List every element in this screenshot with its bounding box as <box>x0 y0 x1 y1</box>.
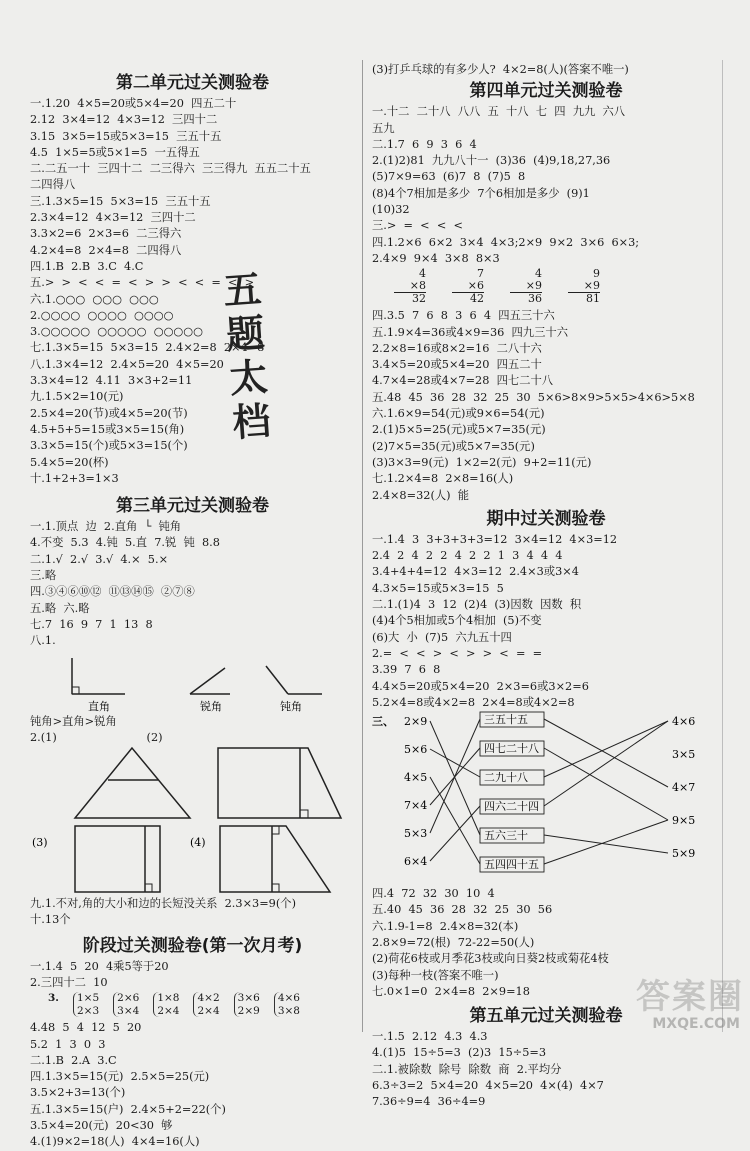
answer-line: 四.3.5 7 6 8 3 6 4 四五三十六 <box>372 309 555 323</box>
answer-line: 5.2 1 3 0 3 <box>30 1037 106 1051</box>
vertical-multiplication <box>452 268 484 305</box>
answer-line: 三.略 <box>30 569 57 583</box>
answer-line: 2.5×4=20(节)或4×5=20(节) <box>30 406 188 420</box>
answer-line: 四.1.B 2.B 3.C 4.C <box>30 259 144 273</box>
answer-line: 三.> = < < < <box>372 219 463 233</box>
answer-line: 二.1.被除数 除号 除数 商 2.平均分 <box>372 1062 562 1076</box>
answer-line: 2.(1)5×5=25(元)或5×7=35(元) <box>372 423 546 437</box>
answer-line: (10)32 <box>372 203 410 217</box>
angle-label-obtuse: 钝角 <box>280 699 302 713</box>
answer-line: 3.5×2+3=13(个) <box>30 1086 126 1100</box>
answer-line: 2.三四十二 10 <box>30 975 108 989</box>
answer-line: 4.不变 5.3 4.钝 5.直 7.锐 钝 8.8 <box>30 536 220 550</box>
product: 81 <box>586 292 600 306</box>
answer-line: 五.48 45 36 28 32 25 30 5×6>8×9>5×5>4×6>5×8 <box>372 390 695 404</box>
match-line <box>430 806 480 861</box>
factor-pair <box>113 992 139 1017</box>
answer-line: 七.0×1=0 2×4=8 2×9=18 <box>372 984 530 998</box>
factor-pair <box>274 992 300 1017</box>
factor-pairs <box>30 992 355 1017</box>
product: 36 <box>528 292 542 306</box>
unit4-answers-part2 <box>372 308 720 504</box>
match-right-item: 3×5 <box>672 748 696 762</box>
right-column <box>372 62 720 1109</box>
factor-pair-item: 4×2 <box>197 992 220 1005</box>
angle-figures <box>30 650 350 714</box>
factor-pair-item: 3×6 <box>237 992 260 1005</box>
answer-line: 六.1.6×9=54(元)或9×6=54(元) <box>372 407 545 421</box>
unit3-answers-part2 <box>30 714 355 747</box>
unit3-answers-part1 <box>30 519 355 649</box>
answer-line: 五.40 45 36 28 32 25 30 56 <box>372 903 553 917</box>
answer-line: 2.8×9=72(根) 72-22=50(人) <box>372 935 535 949</box>
unit2-title: 第二单元过关测验卷 <box>116 73 269 93</box>
answer-line: 2.4×9 9×4 3×8 8×3 <box>372 251 500 265</box>
answer-line: 4.4×5=20或5×4=20 2×3=6或3×2=6 <box>372 679 589 693</box>
factor-pair <box>73 992 99 1017</box>
answer-line: 3.3×4=12 4.11 3×3+2=11 <box>30 374 193 388</box>
answer-line: 4.2×4=8 2×4=8 二四得八 <box>30 243 182 257</box>
match-left-item: 4×5 <box>404 771 428 785</box>
answer-line: 4.(1)5 15÷5=3 (2)3 15÷5=3 <box>372 1046 547 1060</box>
multiplicand: 9 <box>593 267 600 281</box>
match-line <box>430 777 480 864</box>
answer-line: (3)每种一枝(答案不唯一) <box>372 968 499 982</box>
answer-line: 四.③④⑥⑩⑫ ⑪⑬⑭⑮ ②⑦⑧ <box>30 585 195 599</box>
match-left-item: 5×3 <box>404 827 428 841</box>
vertical-multiplication <box>568 268 600 305</box>
factor-pair-item: 2×3 <box>76 1004 100 1017</box>
answer-line: 5.2×4=8或4×2=8 2×4=8或4×2=8 <box>372 695 575 709</box>
factor-pair-item: 1×5 <box>76 992 100 1005</box>
answer-line: 一.1.5 2.12 4.3 4.3 <box>372 1030 488 1044</box>
factor-pair-item: 2×6 <box>117 992 140 1005</box>
answer-line: (5)7×9=63 (6)7 8 (7)5 8 <box>372 170 526 184</box>
answer-line: 2.12 3×4=12 4×3=12 三四十二 <box>30 113 218 127</box>
answer-line: 七.1.2×4=8 2×8=16(人) <box>372 472 514 486</box>
unit4-answers-part1 <box>372 104 720 267</box>
match-left-item: 7×4 <box>404 799 428 813</box>
answer-line: 5.4×5=20(杯) <box>30 455 109 469</box>
unit5-title: 第五单元过关测验卷 <box>469 1006 623 1027</box>
answer-line: 2.4 2 4 2 2 4 2 2 1 3 4 4 4 <box>372 549 563 563</box>
answer-line: 钝角>直角>锐角 <box>30 714 117 728</box>
match-mid-item: 三五十五 <box>484 713 528 727</box>
match-right-item: 5×9 <box>672 847 696 861</box>
answer-line: 五.> > < < = < > > < < = < > <box>30 276 255 290</box>
factor-pair-item: 2×9 <box>237 1004 260 1017</box>
answer-line: 3.3×2=6 2×3=6 二三得六 <box>30 227 182 241</box>
vertical-multiplications <box>372 268 720 305</box>
answer-line: 八.1.3×4=12 2.4×5=20 4×5=20 <box>30 357 224 371</box>
match-line <box>430 721 480 835</box>
midterm-answers-part1 <box>372 532 720 711</box>
factor-pair-item: 1×8 <box>157 992 180 1005</box>
answer-line: 三.1.3×5=15 5×3=15 三五十五 <box>30 194 211 208</box>
answer-line: (8)4个7相加是多少 7个6相加是多少 (9)1 <box>372 186 590 200</box>
answer-line: 2.3×4=12 4×3=12 三四十二 <box>30 211 196 225</box>
factor-pair-item: 2×4 <box>157 1004 180 1017</box>
answer-line: 七.1.3×5=15 5×3=15 2.4×2=8 2×4=8 <box>30 341 265 355</box>
midterm-title: 期中过关测验卷 <box>486 508 606 529</box>
carryover-line: (3)打乒乓球的有多少人? 4×2=8(人)(答案不唯一) <box>372 63 629 76</box>
stage-answers-part2 <box>30 1020 355 1150</box>
answer-line: 一.1.4 3 3+3+3+3=12 3×4=12 4×3=12 <box>372 532 618 546</box>
match-line <box>430 749 480 777</box>
matching-figure <box>372 711 717 886</box>
answer-line: 四.4 72 32 30 10 4 <box>372 887 495 901</box>
match-line <box>544 748 668 820</box>
answer-line: (6)大 小 (7)5 六九五十四 <box>372 630 512 644</box>
answer-line: 五.1.9×4=36或4×9=36 四九三十六 <box>372 325 568 339</box>
answer-line: 3.15 3×5=15或5×3=15 三五十五 <box>30 129 222 143</box>
factor-pair-item: 2×4 <box>197 1004 220 1017</box>
stage-answers-part1 <box>30 959 355 992</box>
page-edge-line <box>722 60 723 1032</box>
answer-line: 4.48 5 4 12 5 20 <box>30 1021 142 1035</box>
shape-figures <box>30 746 350 896</box>
match-line <box>544 820 668 864</box>
trapezoid-figure-4 <box>220 826 330 892</box>
answer-line: 二四得八 <box>30 178 76 192</box>
match-line <box>544 721 668 806</box>
answer-line: 2.2×8=16或8×2=16 二八十六 <box>372 341 542 355</box>
answer-line: 4.(1)9×2=18(人) 4×4=16(人) <box>30 1135 200 1149</box>
handwritten-note: 五 题 太 档 <box>221 265 273 446</box>
matching-head: 三、 <box>372 715 394 729</box>
answer-line: 4.7×4=28或4×7=28 四七二十八 <box>372 374 554 388</box>
match-mid-item: 四六二十四 <box>484 800 539 814</box>
match-line <box>430 719 480 833</box>
answer-line: 八.1. <box>30 634 56 648</box>
answer-line: 3.○○○○○ ○○○○○ ○○○○○ <box>30 325 204 339</box>
answer-line: 十.13个 <box>30 913 71 927</box>
match-mid-item: 五六三十 <box>484 829 528 843</box>
rectangle-figure-3 <box>75 826 160 892</box>
answer-line: 4.5 1×5=5或5×1=5 一五得五 <box>30 145 200 159</box>
answer-line: 一.1.顶点 边 2.直角 └ 钝角 <box>30 520 182 534</box>
stage-test-title: 阶段过关测验卷(第一次月考) <box>82 935 303 956</box>
answer-line: 4.5+5+5=15或3×5=15(角) <box>30 422 185 436</box>
match-mid-item: 二九十八 <box>484 771 528 785</box>
unit5-answers <box>372 1029 720 1110</box>
angle-label-right: 直角 <box>88 699 110 713</box>
answer-line: 九.1.5×2=10(元) <box>30 390 124 404</box>
answer-line: 十.1+2+3=1×3 <box>30 471 119 485</box>
answer-line: 6.3÷3=2 5×4=20 4×5=20 4×(4) 4×7 <box>372 1079 604 1093</box>
answer-line: 二.1.(1)4 3 12 (2)4 (3)因数 因数 积 <box>372 598 582 612</box>
answer-line: 四.1.3×5=15(元) 2.5×5=25(元) <box>30 1070 210 1084</box>
watermark-url: MXQE.COM <box>652 1016 740 1032</box>
trapezoid-figure-2 <box>218 748 341 818</box>
vertical-multiplication <box>394 268 426 305</box>
unit2-answers <box>30 96 355 487</box>
item-number: 3. <box>48 992 59 1005</box>
multiplier: ×9 <box>510 280 542 293</box>
answer-line: (2)荷花6枝或月季花3枝或向日葵2枝或菊花4枝 <box>372 952 609 966</box>
factor-pair-item: 3×8 <box>277 1004 300 1017</box>
multiplier: ×6 <box>452 280 484 293</box>
match-left-item: 2×9 <box>404 715 428 729</box>
answer-line: (3)3×3=9(元) 1×2=2(元) 9+2=11(元) <box>372 455 592 469</box>
figure-label-4: (4) <box>190 836 206 850</box>
answer-line: 四.1.2×6 6×2 3×4 4×3;2×9 9×2 3×6 6×3; <box>372 235 640 249</box>
factor-pair <box>153 992 179 1017</box>
vertical-multiplication <box>510 268 542 305</box>
multiplicand: 4 <box>535 267 542 281</box>
answer-line: 2.(1)2)81 九九八十一 (3)36 (4)9,18,27,36 <box>372 154 611 168</box>
answer-line: 二.1.7 6 9 3 6 4 <box>372 137 477 151</box>
multiplier: ×9 <box>568 280 600 293</box>
answer-line: 2.4×8=32(人) 能 <box>372 488 470 502</box>
answer-line: 一.1.4 5 20 4乘5等于20 <box>30 959 169 973</box>
match-mid-item: 四七二十八 <box>484 742 539 756</box>
answer-line: 3.4×5=20或5×4=20 四五二十 <box>372 358 542 372</box>
figure-label-3: (3) <box>32 836 48 850</box>
multiplicand: 7 <box>477 267 484 281</box>
product: 42 <box>470 292 484 306</box>
match-line <box>544 835 668 853</box>
answer-line: 二.1.√ 2.√ 3.√ 4.× 5.× <box>30 552 169 566</box>
answer-line: 五九 <box>372 121 395 135</box>
answer-line: (2)7×5=35(元)或5×7=35(元) <box>372 439 535 453</box>
match-right-item: 9×5 <box>672 814 696 828</box>
answer-line: 一.十二 二十八 八八 五 十八 七 四 九九 六八 <box>372 105 626 119</box>
answer-line: (4)4个5相加或5个4相加 (5)不变 <box>372 614 542 628</box>
match-left-item: 6×4 <box>404 855 428 869</box>
answer-line: 六.1.○○○ ○○○ ○○○ <box>30 292 159 306</box>
watermark-logo: 答案圈 <box>636 977 744 1017</box>
triangle-figure <box>75 748 190 818</box>
answer-line: 五.1.3×5=15(户) 2.4×5+2=22(个) <box>30 1102 226 1116</box>
answer-line: 一.1.20 4×5=20或5×4=20 四五二十 <box>30 97 237 110</box>
multiplier: ×8 <box>394 280 426 293</box>
unit3-title: 第三单元过关测验卷 <box>116 496 269 517</box>
answer-line: 7.36÷9=4 36÷4=9 <box>372 1095 486 1109</box>
match-right-item: 4×6 <box>672 715 696 729</box>
unit3-answers-part3 <box>30 896 355 929</box>
match-right-item: 4×7 <box>672 781 696 795</box>
factor-pair <box>234 992 260 1017</box>
column-divider <box>362 60 363 1032</box>
answer-line: 二.二五一十 三四十二 二三得六 三三得九 五五二十五 <box>30 162 311 176</box>
obtuse-angle-figure <box>266 666 322 694</box>
factor-pair-item: 4×6 <box>277 992 300 1005</box>
answer-line: 2.(1) (2) <box>30 730 163 744</box>
answer-line: 2.○○○○ ○○○○ ○○○○ <box>30 308 174 322</box>
answer-line: 二.1.B 2.A 3.C <box>30 1053 117 1067</box>
multiplicand: 4 <box>419 267 426 281</box>
answer-line: 九.1.不对,角的大小和边的长短没关系 2.3×3=9(个) <box>30 897 296 911</box>
answer-line: 五.略 六.略 <box>30 601 90 615</box>
answer-line: 3.3×5=15(个)或5×3=15(个) <box>30 439 188 453</box>
unit4-title: 第四单元过关测验卷 <box>469 81 623 102</box>
answer-line: 七.7 16 9 7 1 13 8 <box>30 617 153 631</box>
left-column <box>30 62 355 1149</box>
answer-line: 六.1.9-1=8 2.4×8=32(本) <box>372 919 519 933</box>
answer-line: 4.3×5=15或5×3=15 5 <box>372 581 504 595</box>
angle-label-acute: 锐角 <box>200 699 222 713</box>
match-left-item: 5×6 <box>404 743 428 757</box>
right-angle-figure <box>72 658 125 694</box>
product: 32 <box>412 292 426 306</box>
acute-angle-figure <box>190 668 230 694</box>
match-mid-item: 五四四十五 <box>484 858 539 872</box>
answer-line: 3.39 7 6 8 <box>372 663 441 677</box>
factor-pair-item: 3×4 <box>117 1004 140 1017</box>
factor-pair <box>193 992 219 1017</box>
answer-line: 2.= < < > < > > < = = <box>372 646 543 660</box>
answer-line: 3.4+4+4=12 4×3=12 2.4×3或3×4 <box>372 565 579 579</box>
answer-line: 3.5×4=20(元) 20<30 够 <box>30 1119 173 1133</box>
